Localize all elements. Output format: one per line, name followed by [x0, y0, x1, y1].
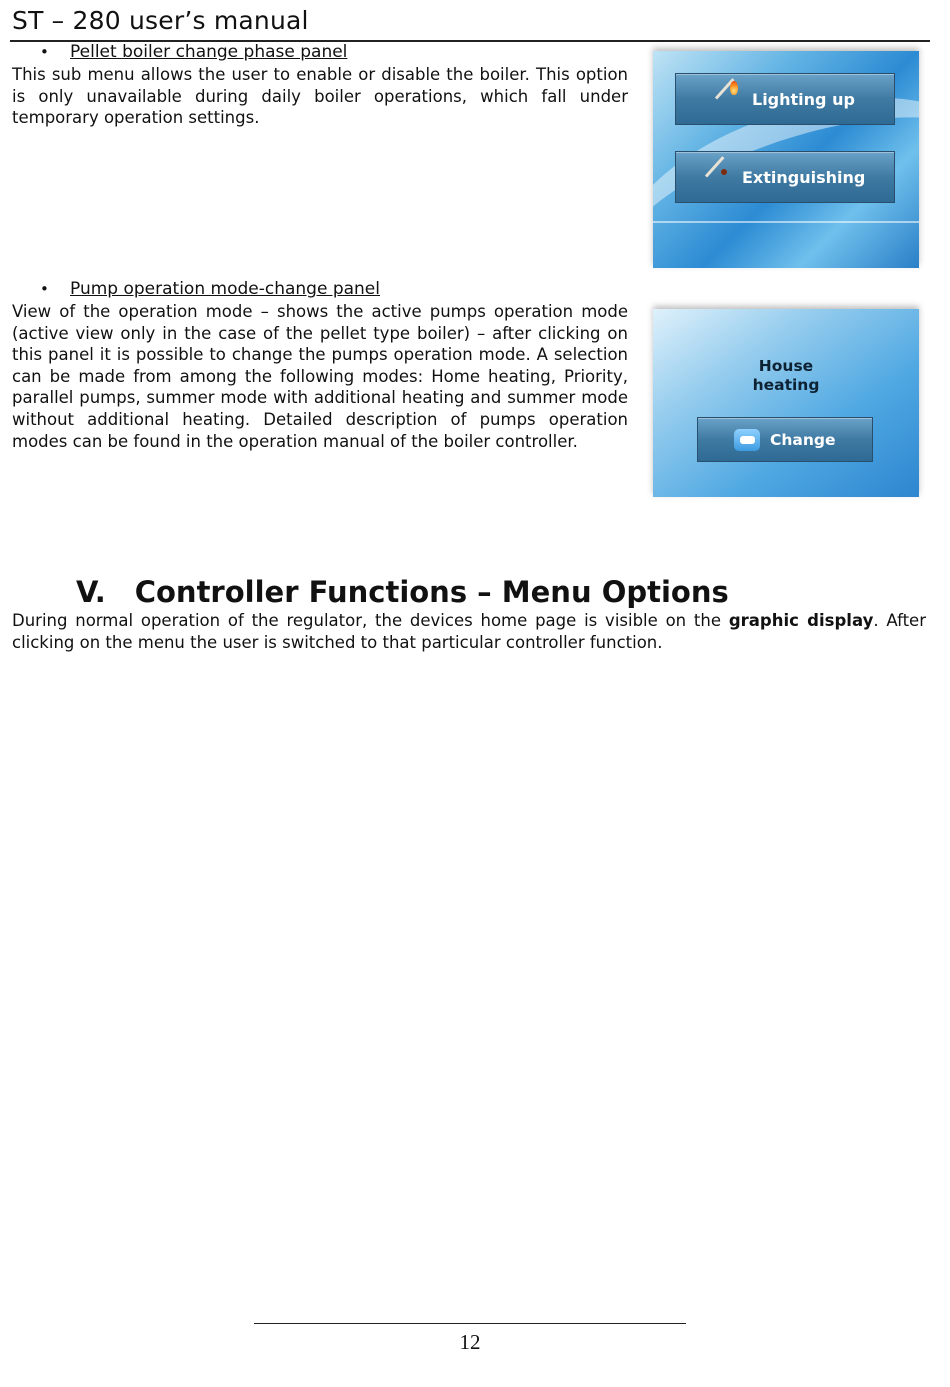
mode-line-1: House — [758, 357, 814, 375]
footer-divider — [254, 1323, 686, 1324]
chapter-text-1: During normal operation of the regulator, the devices home page is visible on the — [12, 611, 729, 630]
current-mode-label — [653, 357, 919, 395]
chapter-text-2: . After clicking on the menu the user is switched to that particular controller function. — [12, 611, 926, 652]
match-icon — [702, 161, 732, 193]
bullet-icon: • — [40, 280, 49, 298]
extinguishing-button[interactable] — [675, 151, 895, 203]
lit-match-icon — [712, 83, 742, 115]
change-button[interactable] — [697, 417, 873, 462]
pointing-hand-icon — [734, 429, 760, 451]
section-1-paragraph: This sub menu allows the user to enable or disable the boiler. This option is only unavailable during daily boiler operations, which fall under temporary operation settings. — [12, 65, 628, 128]
section-2-paragraph: View of the operation mode – shows the active pumps operation mode (active view only in the case of the pellet type boiler) – after clicking on this panel it is possible to change the pumps operation mode. A selection can be made from among the following modes: Home heating, Priority, parallel pumps, summer mode with additional heating and summer mode without additional heating. Detailed description of pumps operation modes can be found in the operation manual of the boiler controller. — [12, 302, 628, 451]
lighting-up-button[interactable] — [675, 73, 895, 125]
section-1-heading: Pellet boiler change phase panel — [70, 42, 348, 62]
chapter-heading: V. Controller Functions – Menu Options — [76, 575, 729, 609]
section-1-heading-row — [40, 42, 347, 62]
boiler-phase-panel-screenshot — [653, 51, 919, 268]
page-number: 12 — [459, 1330, 481, 1354]
graphic-display-term: graphic display — [728, 611, 874, 630]
manual-title: ST – 280 user’s manual — [12, 6, 309, 35]
bullet-icon: • — [40, 43, 49, 61]
pump-mode-panel-screenshot[interactable] — [653, 309, 919, 497]
chapter-paragraph — [12, 610, 926, 653]
change-label: Change — [770, 430, 836, 449]
panel-divider — [653, 221, 919, 223]
section-2-heading-row — [40, 279, 380, 299]
section-2-heading: Pump operation mode-change panel — [70, 279, 380, 299]
extinguishing-label: Extinguishing — [742, 167, 866, 187]
lighting-up-label: Lighting up — [752, 89, 855, 109]
mode-line-2: heating — [752, 376, 820, 394]
